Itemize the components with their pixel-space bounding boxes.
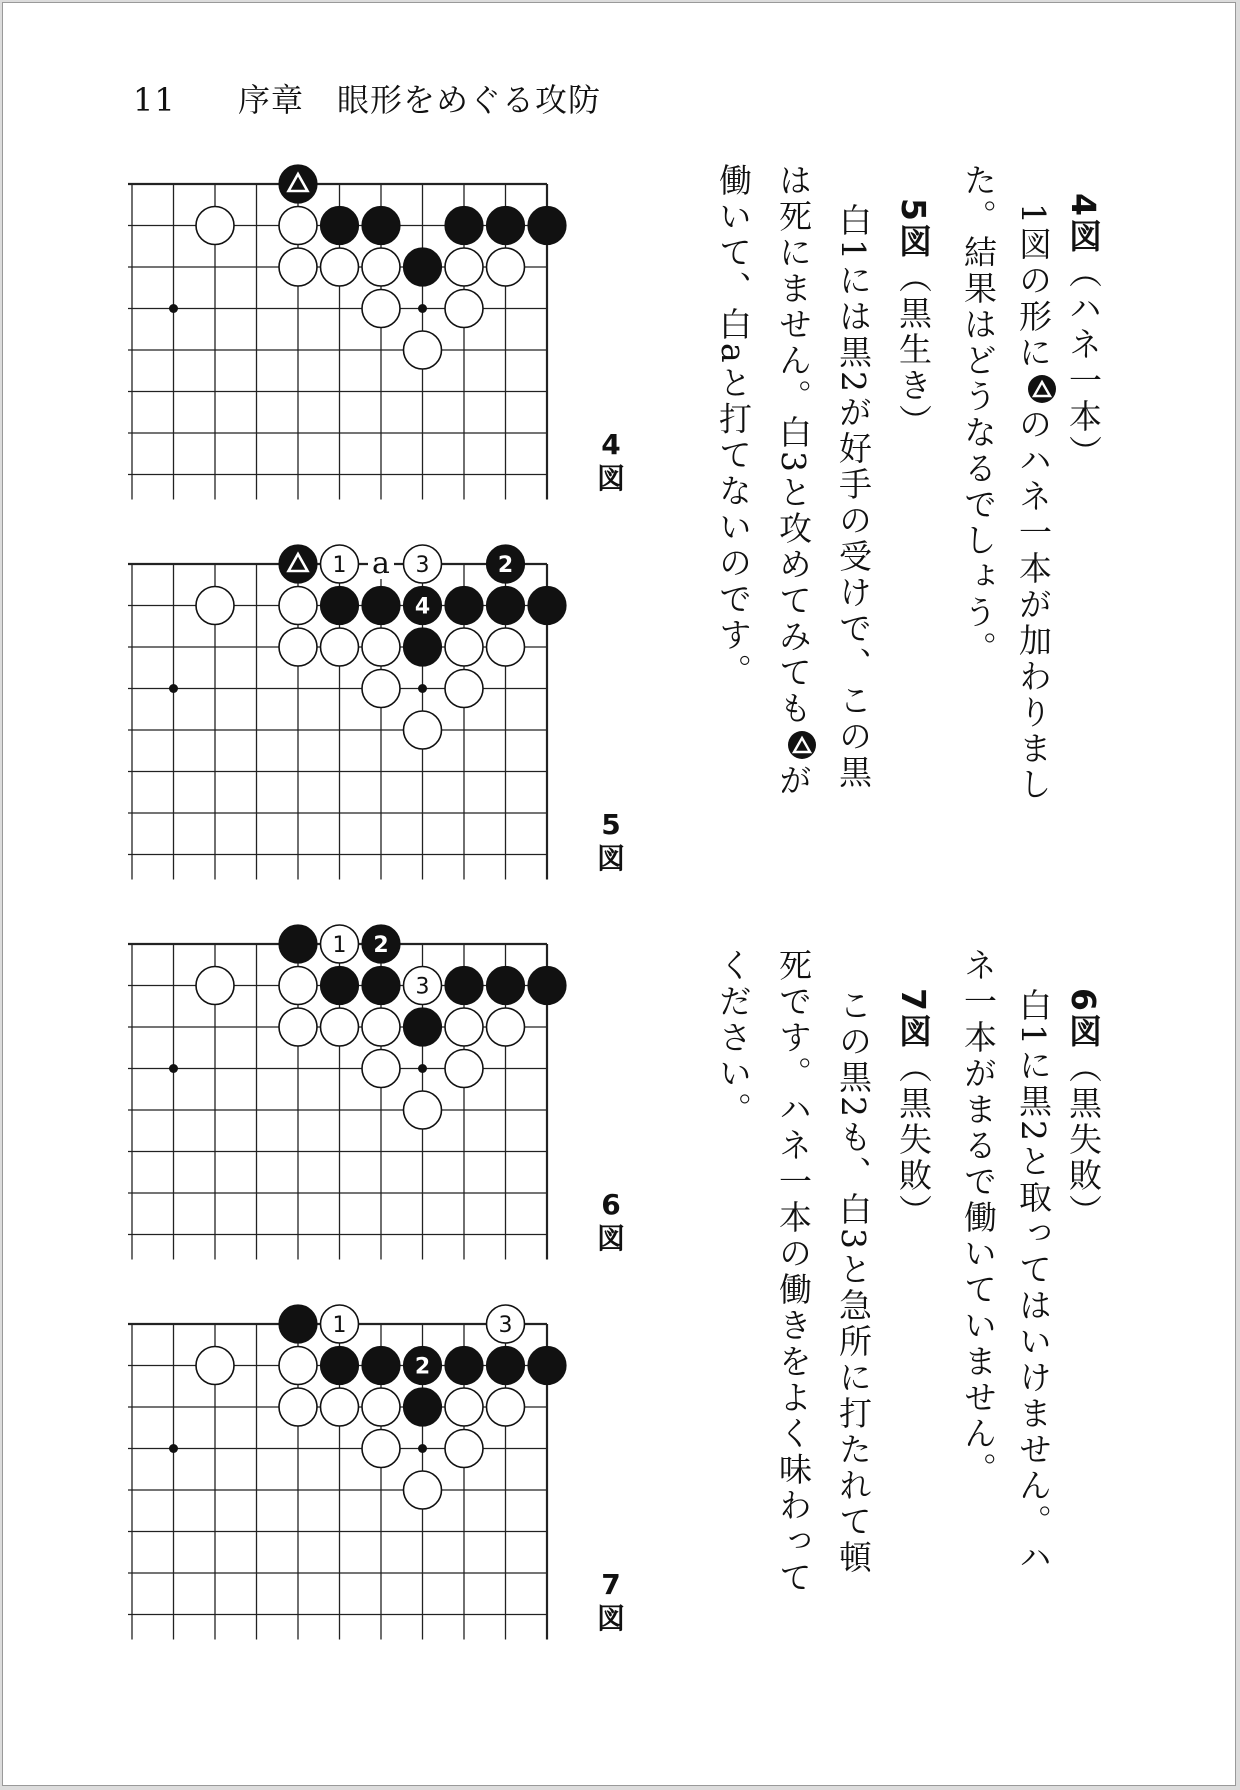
white-stone [445, 1430, 483, 1468]
white-stone [362, 290, 400, 328]
white-stone [487, 1388, 525, 1426]
diagram-caption-6: 6 図 [596, 1188, 625, 1255]
white-stone [362, 248, 400, 286]
white-stone [487, 248, 525, 286]
star-point [418, 1444, 427, 1453]
white-stone [196, 1347, 234, 1385]
black-stone [445, 1347, 483, 1385]
black-stone [404, 1008, 442, 1046]
text-col-bottom-5: この黒2も、白3と急所に打たれて頓 [834, 988, 873, 1576]
section-heading-5: 5図 [894, 198, 933, 260]
white-stone [445, 290, 483, 328]
text-col-bottom-4: 7図（黒失敗） [894, 988, 933, 1230]
white-stone [321, 1388, 359, 1426]
move-number: 2 [373, 933, 389, 958]
black-stone [528, 1347, 566, 1385]
white-stone [279, 628, 317, 666]
move-number: 1 [332, 553, 347, 578]
black-stone [404, 248, 442, 286]
black-stone [487, 967, 525, 1005]
white-stone [362, 1008, 400, 1046]
text-col-bottom-7: ください。 [714, 948, 753, 1128]
diagram-caption-7: 7 図 [596, 1568, 625, 1635]
black-stone [528, 207, 566, 245]
black-stone [528, 587, 566, 625]
diagram-column [3, 3, 643, 1787]
white-stone [404, 1471, 442, 1509]
text-col-top-1: 4図（ハネ一本） [1064, 193, 1103, 471]
white-stone [362, 1388, 400, 1426]
white-stone [196, 967, 234, 1005]
book-page [2, 2, 1236, 1786]
black-stone [445, 967, 483, 1005]
text-col-bottom-2: 白1に黒2と取ってはいけません。ハ [1014, 988, 1053, 1576]
section-heading-7: 7図 [894, 988, 933, 1050]
go-diagram-7 [128, 1288, 588, 1643]
white-stone [279, 587, 317, 625]
go-diagram-5 [128, 528, 588, 883]
white-stone [445, 670, 483, 708]
black-stone [321, 207, 359, 245]
black-stone [279, 165, 317, 203]
black-stone [487, 1347, 525, 1385]
section-heading-6: 6図 [1064, 988, 1103, 1050]
page-number: 11 [133, 81, 176, 119]
black-stone [362, 587, 400, 625]
white-stone [362, 1430, 400, 1468]
move-number: 4 [414, 594, 431, 620]
black-stone [528, 967, 566, 1005]
black-triangle-stone-icon [788, 731, 816, 759]
black-stone [362, 1347, 400, 1385]
star-point [169, 684, 178, 693]
text-col-top-6: は死にません。白3と攻めてみても が [773, 163, 816, 799]
diagram-caption-5: 5 図 [596, 808, 625, 875]
star-point [418, 684, 427, 693]
white-stone [487, 1008, 525, 1046]
move-number: 1 [332, 933, 347, 958]
text-col-top-7: 働いて、白aと打てないのです。 [714, 163, 753, 690]
black-stone [279, 1305, 317, 1343]
white-stone [445, 1008, 483, 1046]
move-number: 3 [415, 974, 430, 1000]
white-stone [279, 207, 317, 245]
text-col-bottom-1: 6図（黒失敗） [1064, 988, 1103, 1230]
white-stone [279, 1008, 317, 1046]
white-stone [362, 670, 400, 708]
go-diagram-4 [128, 148, 588, 503]
white-stone [279, 248, 317, 286]
black-stone [321, 587, 359, 625]
star-point [169, 1444, 178, 1453]
star-point [169, 304, 178, 313]
white-stone [404, 711, 442, 749]
text-col-top-2: 1図の形に のハネ一本が加わりまし [1013, 203, 1056, 803]
star-point [418, 1064, 427, 1073]
white-stone [279, 1388, 317, 1426]
go-diagram-6 [128, 908, 588, 1263]
white-stone [362, 1050, 400, 1088]
text-col-top-5: 白1には黒2が好手の受けで、この黒 [834, 203, 873, 791]
white-stone [445, 248, 483, 286]
black-stone [321, 967, 359, 1005]
move-number: 2 [497, 553, 514, 578]
black-stone [445, 207, 483, 245]
white-stone [321, 1008, 359, 1046]
black-stone [487, 587, 525, 625]
white-stone [362, 628, 400, 666]
black-stone [404, 1388, 442, 1426]
white-stone [445, 1388, 483, 1426]
black-stone [279, 925, 317, 963]
black-stone [404, 628, 442, 666]
white-stone [445, 1050, 483, 1088]
move-number: 3 [498, 1313, 513, 1338]
white-stone [445, 628, 483, 666]
white-stone [487, 628, 525, 666]
black-stone [321, 1347, 359, 1385]
star-point [169, 1064, 178, 1073]
star-point [418, 304, 427, 313]
black-stone [279, 545, 317, 583]
white-stone [321, 248, 359, 286]
white-stone [279, 1347, 317, 1385]
black-stone [445, 587, 483, 625]
move-number: 2 [414, 1354, 431, 1380]
white-stone [196, 207, 234, 245]
text-col-bottom-3: ネ一本がまるで働いていません。 [959, 948, 998, 1488]
text-col-top-4: 5図（黒生き） [894, 198, 933, 440]
white-stone [404, 331, 442, 369]
text-col-top-3: た。結果はどうなるでしょう。 [959, 163, 998, 667]
diagram-caption-4: 4 図 [596, 428, 625, 495]
point-label: a [372, 546, 390, 581]
black-stone [362, 207, 400, 245]
move-number: 3 [415, 553, 430, 578]
white-stone [404, 1091, 442, 1129]
black-stone [487, 207, 525, 245]
white-stone [321, 628, 359, 666]
black-stone [362, 967, 400, 1005]
white-stone [196, 587, 234, 625]
text-col-bottom-6: 死です。ハネ一本の働きをよく味わって [774, 948, 813, 1596]
section-heading-4: 4図 [1064, 193, 1103, 255]
chapter-title: 序章 眼形をめぐる攻防 [238, 81, 602, 119]
black-triangle-stone-icon [1028, 375, 1056, 403]
move-number: 1 [332, 1313, 347, 1338]
white-stone [279, 967, 317, 1005]
